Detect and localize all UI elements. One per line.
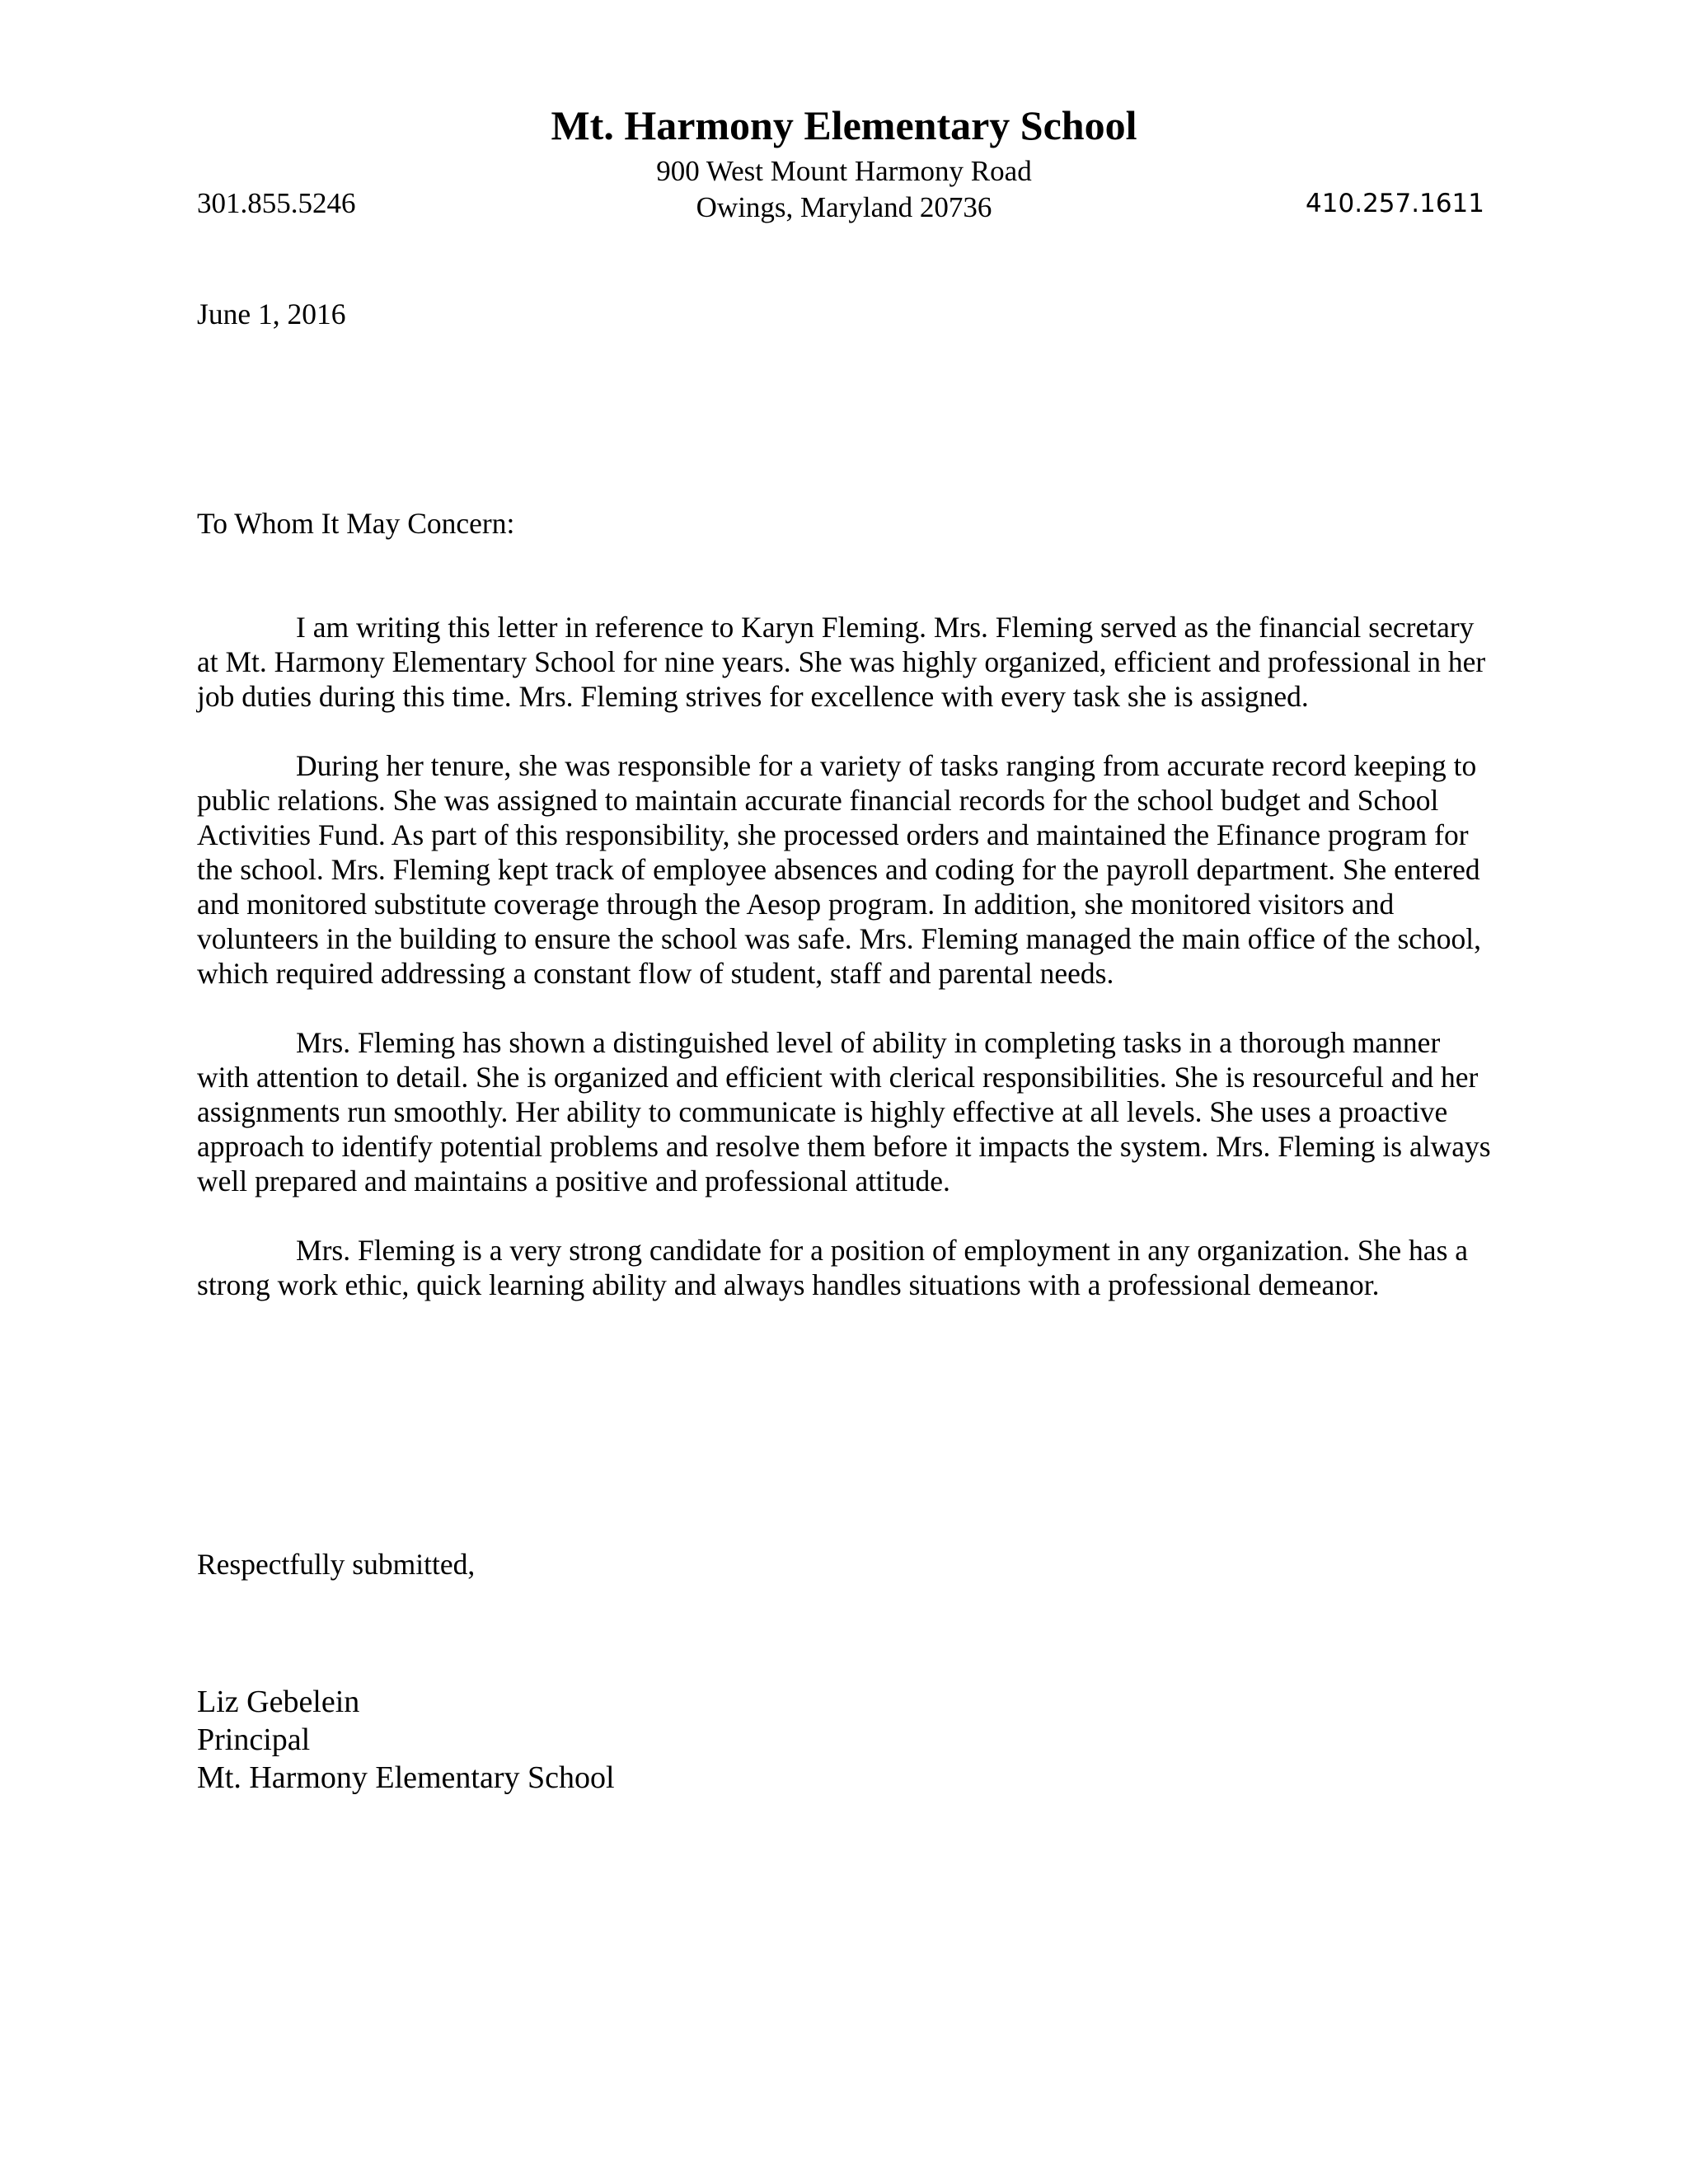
signature-block <box>197 1683 1495 1797</box>
body-paragraph: I am writing this letter in reference to Karyn Fleming. Mrs. Fleming served as the financial secretary at Mt. Harmony Elementary School for nine years. She was highly organized, efficient and professional in her job duties during this time. Mrs. Fleming strives for excellence with every task she is assigned. <box>197 611 1486 713</box>
phone-number-left: 301.855.5246 <box>197 187 356 219</box>
body-paragraph: Mrs. Fleming is a very strong candidate for a position of employment in any organization. She has a strong work ethic, quick learning ability and always handles situations with a professional demeanor. <box>197 1234 1469 1301</box>
body-paragraph: Mrs. Fleming has shown a distinguished level of ability in completing tasks in a thorough manner with attention to detail. She is organized and efficient with clerical responsibilities. She is resourceful and her assignments run smoothly. Her ability to communicate is highly effective at all levels. She uses a proactive approach to identify potential problems and resolve them before it impacts the system. Mrs. Fleming is always well prepared and maintains a positive and professional attitude. <box>197 1026 1491 1197</box>
signer-organization: Mt. Harmony Elementary School <box>197 1760 615 1795</box>
city-state-zip: Owings, Maryland 20736 <box>696 191 992 223</box>
signer-title: Principal <box>197 1722 311 1757</box>
closing: Respectfully submitted, <box>197 1548 476 1581</box>
school-name: Mt. Harmony Elementary School <box>551 102 1137 148</box>
letter-date: June 1, 2016 <box>197 298 346 330</box>
salutation: To Whom It May Concern: <box>197 507 515 540</box>
signer-name: Liz Gebelein <box>197 1685 360 1719</box>
street-address: 900 West Mount Harmony Road <box>656 155 1032 187</box>
body-paragraph: During her tenure, she was responsible for a variety of tasks ranging from accurate record keeping to public relations. She was assigned to maintain accurate financial records for the school budget and School Activities Fund. As part of this responsibility, she processed orders and maintained the Efinance program for the school. Mrs. Fleming kept track of employee absences and coding for the payroll department. She entered and monitored substitute coverage through the Aesop program. In addition, she monitored visitors and volunteers in the building to ensure the school was safe. Mrs. Fleming managed the main office of the school, which required addressing a constant flow of student, staff and parental needs. <box>197 749 1482 990</box>
letter-body <box>197 610 1495 1337</box>
phone-number-right: 410.257.1611 <box>1306 189 1484 218</box>
